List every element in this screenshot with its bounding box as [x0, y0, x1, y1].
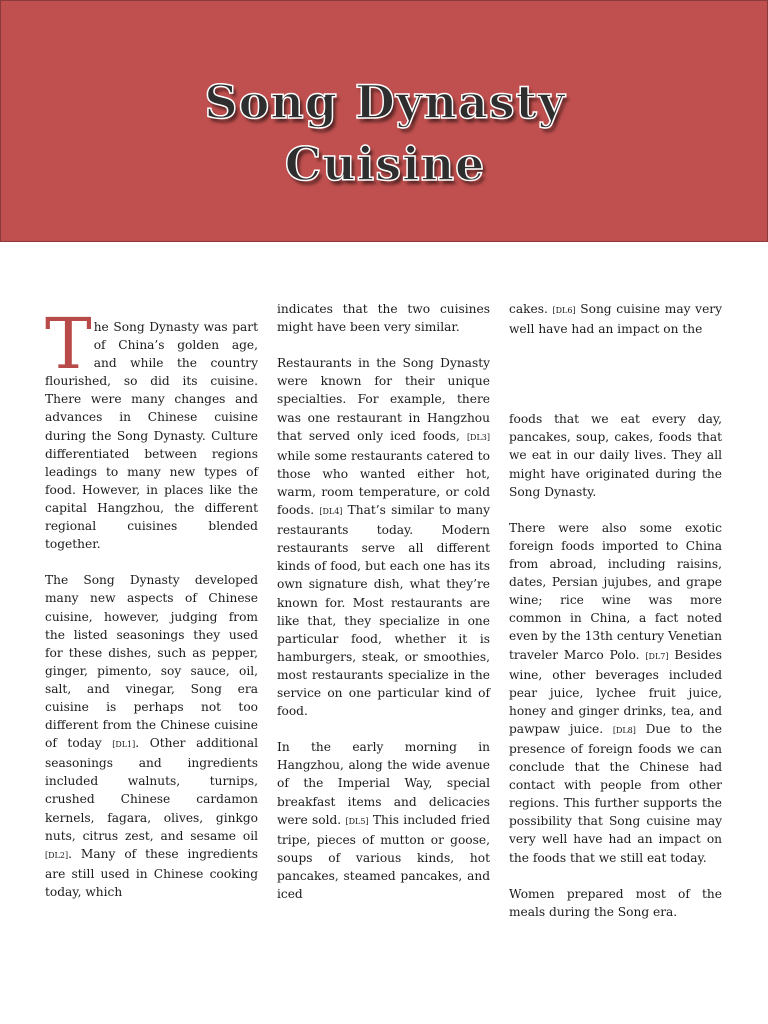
paragraph	[277, 300, 490, 336]
paragraph-text: foods that we eat every day, pancakes, soup, cakes, foods that we eat in our daily lives. They all might have originated during the Song Dynasty.	[509, 412, 722, 499]
title-banner	[0, 0, 768, 242]
paragraph-text: indicates that the two cuisines might have been very similar.	[277, 302, 490, 335]
paragraph-text: Women prepared most of the meals during the Song era.	[509, 886, 722, 919]
paragraph	[277, 738, 490, 903]
article-column-3	[509, 300, 722, 939]
article-column-2	[277, 300, 490, 921]
paragraph-text: . Many of these ingredients are still used in Chinese cooking today, which	[45, 846, 258, 899]
reference-marker[interactable]: [DL6]	[552, 306, 576, 315]
paragraph	[509, 300, 722, 338]
paragraph	[509, 885, 722, 921]
paragraph-text: Restaurants in the Song Dynasty were known for their unique specialties. For example, there was one restaurant in Hangzhou that served only iced foods,	[277, 356, 490, 443]
paragraph-text: The Song Dynasty developed many new aspects of Chinese cuisine, however, judging from the listed seasonings they used for these dishes, such as pepper, ginger, pimento, soy sauce, oil, salt, and vinegar, Song era cuisine is perhaps not too different from the Chinese cuisine of today	[45, 573, 258, 751]
paragraph-text: Song cuisine may very well have had an impact on the	[509, 302, 722, 337]
paragraph	[45, 571, 258, 901]
paragraph	[509, 410, 722, 500]
paragraph-text: while some restaurants catered to those who wanted either hot, warm, room temperature, or cold foods.	[277, 448, 490, 518]
paragraph-text: This included fried tripe, pieces of mutton or goose, soups of various kinds, hot pancakes, steamed pancakes, and iced	[277, 812, 490, 901]
paragraph-text: Due to the presence of foreign foods we can conclude that the Chinese had contact with people from other regions. This further supports the possibility that Song cuisine may very well have had an impact on the foods that we still eat today.	[509, 721, 722, 865]
paragraph-text: In the early morning in Hangzhou, along the wide avenue of the Imperial Way, special breakfast items and delicacies were sold.	[277, 740, 490, 827]
reference-marker[interactable]: [DL7]	[645, 651, 669, 661]
column-gap	[509, 356, 722, 410]
paragraph-text: cakes.	[509, 302, 553, 316]
article-column-1	[45, 303, 258, 919]
page-title-line-2: Cuisine	[284, 137, 486, 191]
paragraph-text: That’s similar to many restaurants today. Modern restaurants serve all different kinds of food, but each one has its own signature dish, what they’re known for. Most restaurants are like that, they specialize in one particular food, whether it is hamburgers, steak, or smoothies, most restaurants specialize in the service on one particular kind of food.	[277, 503, 491, 719]
paragraph	[277, 354, 490, 720]
reference-marker[interactable]: [DL8]	[612, 725, 636, 735]
reference-marker[interactable]: [DL4]	[319, 507, 343, 517]
page-title-line-1: Song Dynasty	[204, 75, 566, 129]
paragraph-text: There were also some exotic foreign foods imported to China from abroad, including raisins, dates, Persian jujubes, and grape wine; rice wine was more common in China, a fact noted even by the 13th century Venetian traveler Marco Polo.	[509, 520, 722, 662]
paragraph	[509, 519, 722, 867]
paragraph-text: he Song Dynasty was part of China’s golden age, and while the country flourished, so did its cuisine. There were many changes and advances in Chinese cuisine during the Song Dynasty. Culture differentiated between regions leadings to many new types of food. However, in places like the capital Hangzhou, the different regional cuisines blended together.	[45, 320, 258, 552]
paragraph-text: Besides wine, other beverages included pear juice, lychee fruit juice, honey and ginger drinks, tea, and pawpaw juice.	[509, 647, 722, 736]
paragraph	[45, 303, 258, 553]
reference-marker[interactable]: [DL1]	[112, 740, 136, 750]
reference-marker[interactable]: [DL3]	[466, 432, 490, 442]
paragraph-text: . Other additional seasonings and ingredients included walnuts, turnips, crushed Chinese cardamon kernels, fagara, olives, ginkgo nuts, citrus zest, and sesame oil	[45, 736, 258, 843]
drop-cap: T	[45, 303, 92, 385]
reference-marker[interactable]: [DL2]	[45, 850, 69, 860]
reference-marker[interactable]: [DL5]	[345, 816, 369, 826]
